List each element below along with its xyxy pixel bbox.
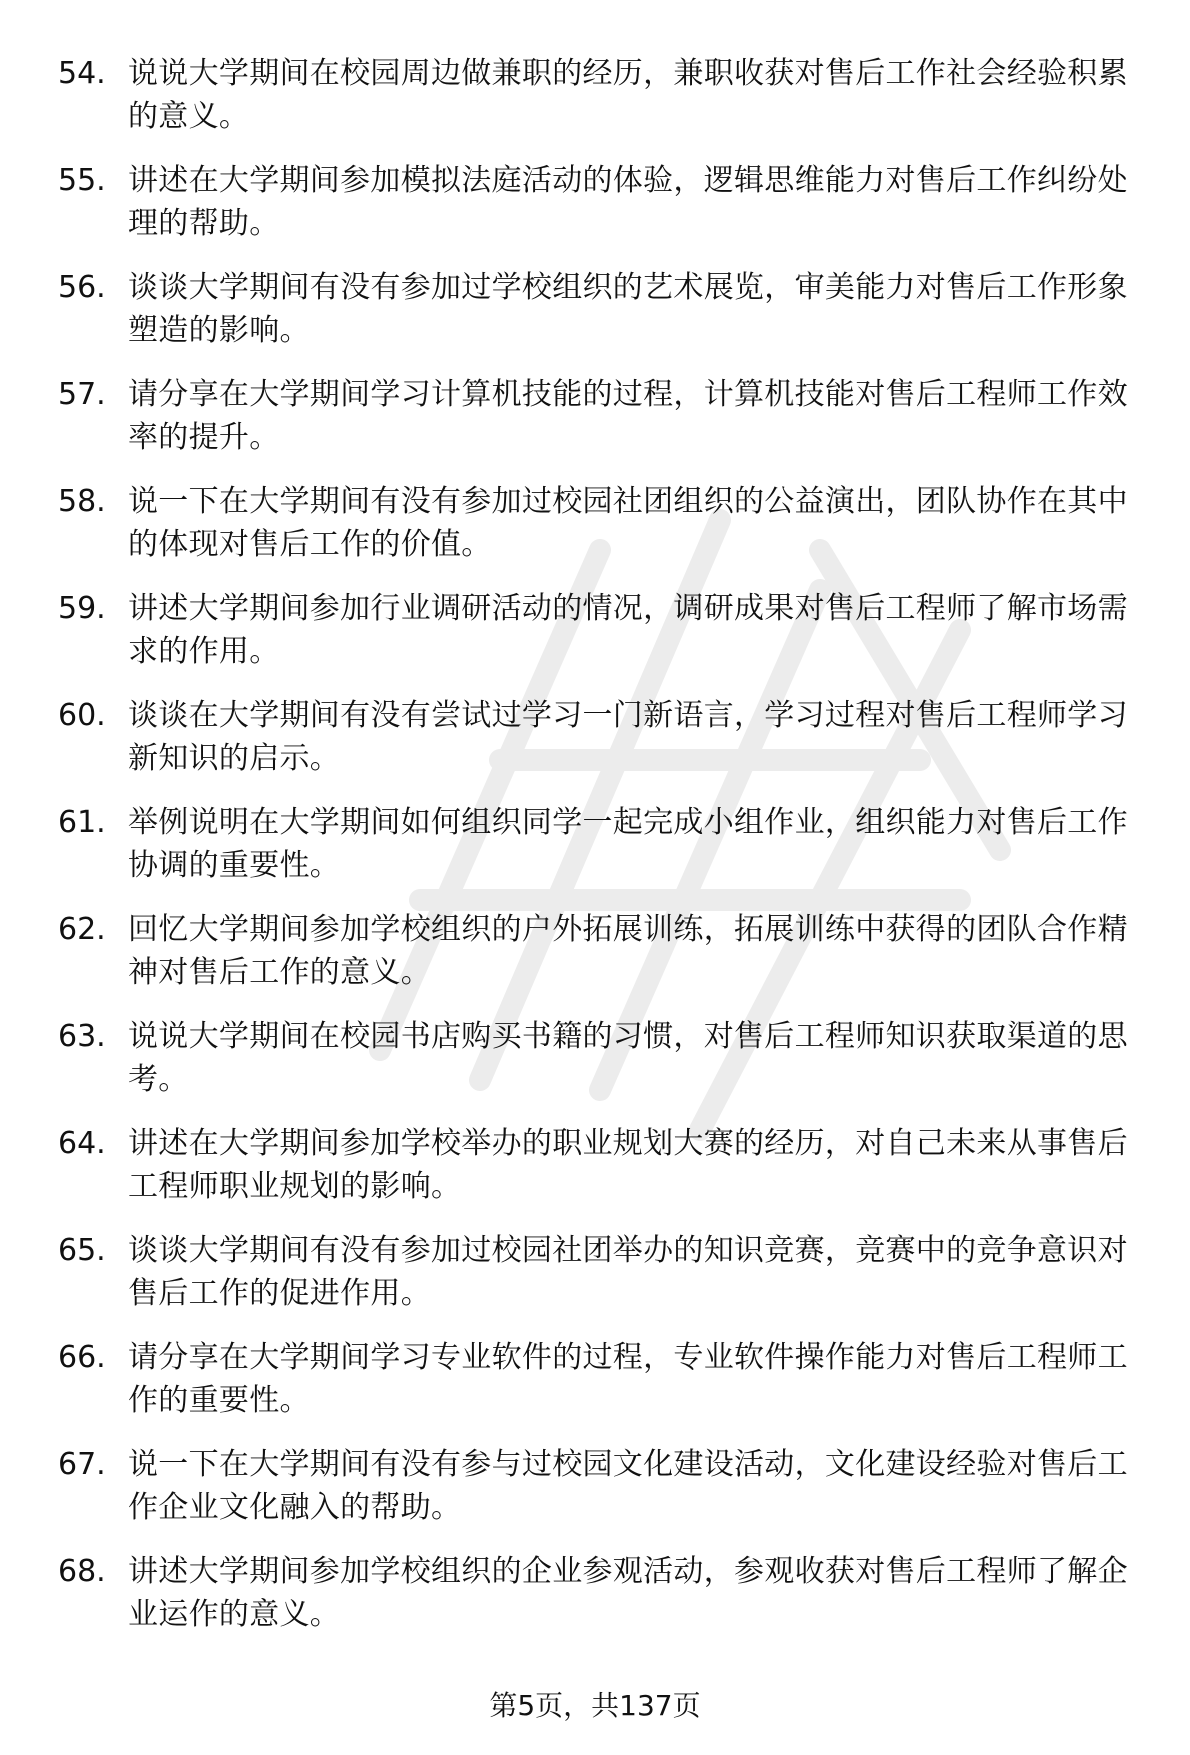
question-item [58, 1336, 1148, 1422]
question-number: 62. [58, 912, 106, 947]
question-text: 举例说明在大学期间如何组织同学一起完成小组作业，组织能力对售后工作协调的重要性。 [128, 805, 1128, 883]
question-number: 59. [58, 591, 106, 626]
question-item [58, 587, 1148, 673]
question-item [58, 52, 1148, 138]
question-number: 65. [58, 1233, 106, 1268]
question-text: 讲述在大学期间参加模拟法庭活动的体验，逻辑思维能力对售后工作纠纷处理的帮助。 [128, 163, 1128, 241]
question-text: 请分享在大学期间学习专业软件的过程，专业软件操作能力对售后工程师工作的重要性。 [128, 1340, 1128, 1418]
question-item [58, 1550, 1148, 1636]
question-number: 55. [58, 163, 106, 198]
question-text: 讲述大学期间参加学校组织的企业参观活动，参观收获对售后工程师了解企业运作的意义。 [128, 1554, 1128, 1632]
question-item [58, 801, 1148, 887]
question-item [58, 1443, 1148, 1529]
question-number: 64. [58, 1126, 106, 1161]
question-item [58, 1015, 1148, 1101]
question-text: 说一下在大学期间有没有参加过校园社团组织的公益演出，团队协作在其中的体现对售后工作的价值。 [128, 484, 1128, 562]
question-item [58, 266, 1148, 352]
question-item [58, 1229, 1148, 1315]
question-item [58, 1122, 1148, 1208]
question-number: 58. [58, 484, 106, 519]
question-text: 请分享在大学期间学习计算机技能的过程，计算机技能对售后工程师工作效率的提升。 [128, 377, 1128, 455]
question-number: 63. [58, 1019, 106, 1054]
question-item [58, 480, 1148, 566]
question-text: 说一下在大学期间有没有参与过校园文化建设活动，文化建设经验对售后工作企业文化融入的帮助。 [128, 1447, 1128, 1525]
question-number: 60. [58, 698, 106, 733]
page-footer: 第5页，共137页 [489, 1689, 701, 1722]
question-item [58, 908, 1148, 994]
question-list [58, 52, 1148, 1657]
question-number: 54. [58, 56, 106, 91]
question-text: 回忆大学期间参加学校组织的户外拓展训练，拓展训练中获得的团队合作精神对售后工作的意义。 [128, 912, 1128, 990]
question-text: 谈谈大学期间有没有参加过学校组织的艺术展览，审美能力对售后工作形象塑造的影响。 [128, 270, 1128, 348]
question-number: 61. [58, 805, 106, 840]
question-number: 56. [58, 270, 106, 305]
question-number: 67. [58, 1447, 106, 1482]
question-number: 66. [58, 1340, 106, 1375]
question-text: 谈谈大学期间有没有参加过校园社团举办的知识竞赛，竞赛中的竞争意识对售后工作的促进作用。 [128, 1233, 1128, 1311]
question-text: 说说大学期间在校园书店购买书籍的习惯，对售后工程师知识获取渠道的思考。 [128, 1019, 1128, 1097]
question-item [58, 159, 1148, 245]
question-text: 谈谈在大学期间有没有尝试过学习一门新语言，学习过程对售后工程师学习新知识的启示。 [128, 698, 1128, 776]
question-number: 57. [58, 377, 106, 412]
question-text: 讲述在大学期间参加学校举办的职业规划大赛的经历，对自己未来从事售后工程师职业规划的影响。 [128, 1126, 1128, 1204]
question-text: 讲述大学期间参加行业调研活动的情况，调研成果对售后工程师了解市场需求的作用。 [128, 591, 1128, 669]
question-item [58, 373, 1148, 459]
question-text: 说说大学期间在校园周边做兼职的经历，兼职收获对售后工作社会经验积累的意义。 [128, 56, 1128, 134]
question-item [58, 694, 1148, 780]
question-number: 68. [58, 1554, 106, 1589]
